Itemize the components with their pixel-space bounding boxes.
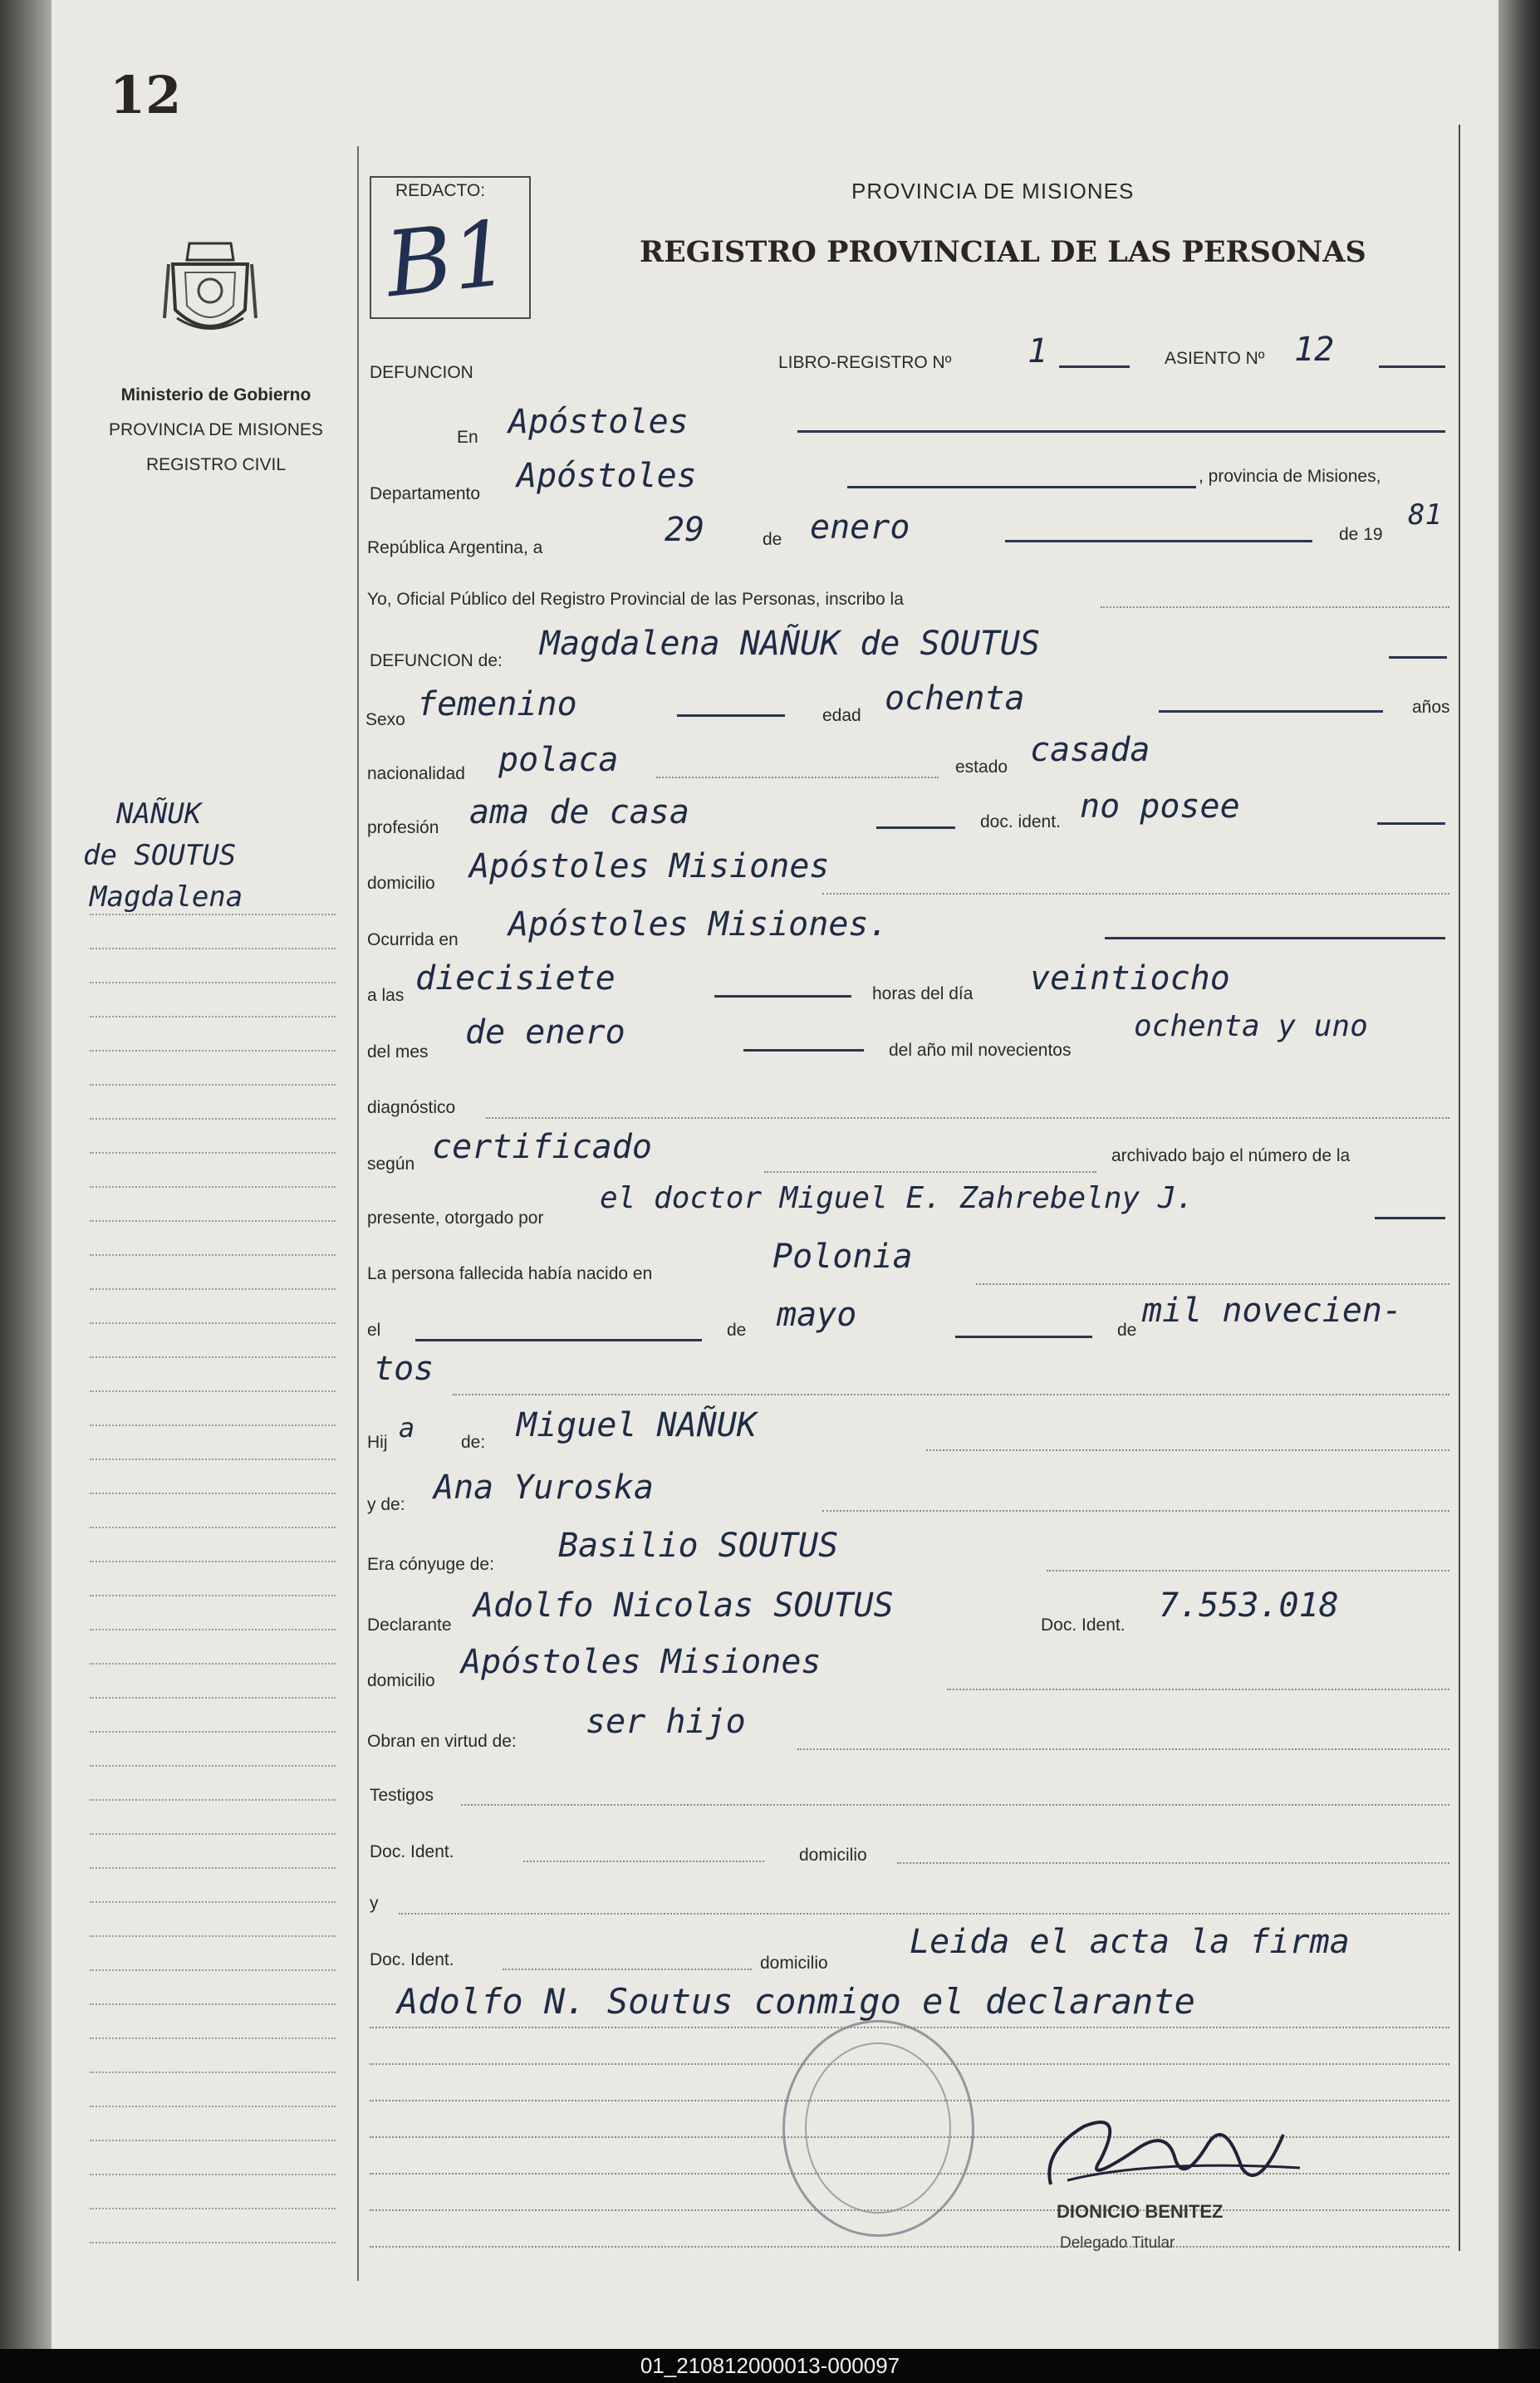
horas-label: horas del día — [872, 984, 974, 1003]
nac-mes-value: mayo — [777, 1296, 857, 1334]
nacido-value: Polonia — [772, 1238, 913, 1276]
obran-dots — [797, 1748, 1449, 1750]
right-border — [1459, 125, 1460, 2251]
madre-value: Ana Yuroska — [434, 1469, 654, 1507]
registry-seal — [782, 2020, 974, 2237]
margin-rule — [90, 2208, 336, 2209]
conyuge-value: Basilio SOUTUS — [558, 1527, 839, 1565]
segun-value: certificado — [432, 1128, 652, 1166]
yo-label: Yo, Oficial Público del Registro Provincial de las Personas, inscribo la — [367, 590, 904, 609]
testigos-label: Testigos — [370, 1786, 434, 1805]
docident1-dots — [523, 1861, 764, 1862]
conyuge-dots — [1047, 1570, 1449, 1572]
presente-dash — [1375, 1217, 1445, 1219]
margin-rule — [90, 1322, 336, 1324]
declarante-value: Adolfo Nicolas SOUTUS — [473, 1586, 894, 1625]
issuer-office: REGISTRO CIVIL — [145, 455, 287, 474]
seal-inner-ring — [805, 2042, 951, 2214]
el-dash — [415, 1339, 702, 1341]
yde-label: y de: — [367, 1495, 405, 1514]
edad-label: edad — [822, 706, 861, 725]
nacido-label: La persona fallecida había nacido en — [367, 1264, 653, 1283]
declarante-label: Declarante — [367, 1616, 452, 1635]
ocurrida-value: Apóstoles Misiones. — [508, 905, 889, 944]
issuer-province: PROVINCIA DE MISIONES — [109, 420, 323, 439]
padre-dots — [926, 1449, 1449, 1451]
ocurrida-dash — [1105, 937, 1445, 939]
hijo-label: Hij — [367, 1433, 388, 1452]
horas-value: diecisiete — [415, 959, 616, 998]
libro-value: 1 — [1027, 332, 1048, 370]
departamento-value: Apóstoles — [517, 457, 697, 495]
nac-mes-dash — [955, 1336, 1092, 1338]
doc-label: doc. ident. — [980, 812, 1061, 831]
declarante-doc-value: 7.553.018 — [1159, 1586, 1339, 1625]
en-value: Apóstoles — [508, 403, 689, 441]
act-type: DEFUNCION — [370, 363, 473, 382]
sexo-dash — [677, 714, 785, 717]
edad-value: ochenta — [885, 679, 1025, 718]
signatory-name: DIONICIO BENITEZ — [1057, 2201, 1224, 2222]
nacionalidad-label: nacionalidad — [367, 764, 465, 783]
departamento-label: Departamento — [370, 484, 481, 503]
margin-rule — [90, 1799, 336, 1801]
margin-given-name: Magdalena — [90, 880, 243, 914]
delmes-dash — [743, 1049, 864, 1052]
margin-rule — [90, 1288, 336, 1290]
header-province: PROVINCIA DE MISIONES — [851, 179, 1135, 203]
margin-rule — [90, 1084, 336, 1086]
margin-rule — [90, 1050, 336, 1052]
month-dash — [1005, 540, 1312, 542]
republica-label: República Argentina, a — [367, 538, 543, 557]
de3-label: de — [727, 1321, 747, 1340]
redacto-value: B1 — [380, 201, 515, 318]
page-edge — [1498, 0, 1540, 2349]
padre-value: Miguel NAÑUK — [517, 1406, 757, 1444]
page-number: 12 — [110, 65, 182, 125]
signatory-title: Delegado Titular — [1060, 2234, 1175, 2252]
leida-value: Leida el acta la firma — [910, 1923, 1350, 1961]
margin-rule — [90, 1186, 336, 1188]
asiento-value: 12 — [1294, 331, 1335, 369]
cont-dots — [453, 1394, 1449, 1395]
margin-rule — [90, 1697, 336, 1699]
margin-rule — [90, 2174, 336, 2175]
domicilio-label: domicilio — [367, 874, 435, 893]
dia-fallec-value: veintiocho — [1030, 959, 1230, 998]
doc-value: no posee — [1080, 787, 1240, 826]
testigos-dots — [461, 1804, 1449, 1806]
margin-rule — [90, 1118, 336, 1120]
diagnostico-label: diagnóstico — [367, 1098, 456, 1117]
margin-rule — [90, 982, 336, 983]
death-day: 29 — [665, 511, 705, 549]
horas-dash — [714, 995, 851, 998]
sexo-value: femenino — [417, 685, 577, 723]
presente-label: presente, otorgado por — [367, 1209, 544, 1228]
profesion-dash — [876, 826, 955, 829]
header-registry: REGISTRO PROVINCIAL DE LAS PERSONAS — [640, 235, 1366, 269]
nacionalidad-dots — [656, 777, 939, 778]
el-label: el — [367, 1321, 381, 1340]
margin-rule — [90, 1493, 336, 1494]
domicilio4-label: domicilio — [760, 1954, 828, 1973]
margin-rule — [90, 2072, 336, 2073]
libro-label: LIBRO-REGISTRO Nº — [778, 353, 952, 372]
margin-rule — [90, 1561, 336, 1562]
margin-rule — [90, 1220, 336, 1222]
sexo-label: Sexo — [365, 710, 405, 729]
delanio-value: ochenta y uno — [1134, 1009, 1368, 1043]
hijo-suffix: a — [399, 1412, 415, 1444]
margin-rule — [90, 1152, 336, 1154]
hijo-de-label: de: — [461, 1433, 486, 1452]
margin-rule — [90, 1731, 336, 1733]
margin-rule — [90, 1629, 336, 1630]
margin-rule — [90, 914, 336, 915]
nacionalidad-value: polaca — [498, 741, 619, 779]
asiento-dash — [1379, 365, 1445, 368]
profesion-value: ama de casa — [469, 793, 689, 831]
domicilio2-value: Apóstoles Misiones — [461, 1643, 821, 1681]
segun-dots — [764, 1171, 1096, 1173]
obran-label: Obran en virtud de: — [367, 1732, 517, 1751]
segun-label: según — [367, 1155, 415, 1174]
margin-rule — [90, 1867, 336, 1869]
profesion-label: profesión — [367, 818, 439, 837]
departamento-dash — [847, 486, 1196, 488]
nac-anio-value: mil novecien- — [1142, 1292, 1403, 1330]
body-rule — [370, 2246, 1449, 2248]
margin-rule — [90, 2140, 336, 2141]
margin-surname: NAÑUK — [116, 797, 202, 831]
ocurrida-label: Ocurrida en — [367, 930, 459, 949]
presente-value: el doctor Miguel E. Zahrebelny J. — [600, 1181, 1194, 1215]
deceased-name: Magdalena NAÑUK de SOUTUS — [540, 625, 1041, 663]
margin-rule — [90, 2037, 336, 2039]
margin-rule — [90, 1016, 336, 1017]
official-signature — [1034, 2101, 1333, 2201]
margin-rule — [90, 1663, 336, 1665]
anos-label: años — [1412, 698, 1450, 717]
diagnostico-dots — [486, 1117, 1449, 1119]
margin-rule — [90, 1901, 336, 1903]
issuer-block — [75, 378, 357, 483]
margin-rule — [90, 2106, 336, 2107]
declarante-doc-label: Doc. Ident. — [1041, 1616, 1126, 1635]
asiento-label: ASIENTO Nº — [1165, 349, 1265, 368]
margin-rule — [90, 2242, 336, 2243]
en-label: En — [457, 428, 478, 447]
redacto-label: REDACTO: — [392, 181, 488, 201]
margin-rule — [90, 1356, 336, 1358]
alas-label: a las — [367, 986, 405, 1005]
de2-label: de 19 — [1339, 525, 1383, 544]
libro-dash — [1059, 365, 1130, 368]
nacido-dots — [976, 1283, 1449, 1285]
estado-label: estado — [955, 758, 1008, 777]
yo-dots — [1101, 606, 1449, 608]
margin-married-name: de SOUTUS — [83, 839, 237, 872]
domicilio2-dots — [947, 1689, 1449, 1690]
domicilio-dots — [822, 893, 1449, 895]
margin-divider — [357, 146, 359, 2281]
edad-dash — [1159, 710, 1383, 713]
de1-label: de — [763, 530, 782, 549]
margin-rule — [90, 1833, 336, 1835]
domicilio3-label: domicilio — [799, 1846, 867, 1865]
docident1-label: Doc. Ident. — [370, 1842, 454, 1861]
archivado-label: archivado bajo el número de la — [1111, 1146, 1351, 1165]
provincia-suffix: , provincia de Misiones, — [1199, 467, 1381, 486]
margin-rule — [90, 1424, 336, 1426]
nac-anio-cont: tos — [374, 1350, 434, 1388]
margin-rule — [90, 1459, 336, 1460]
book-binding — [0, 0, 58, 2349]
provincial-crest — [152, 239, 268, 347]
margin-rule — [90, 1527, 336, 1528]
death-month: enero — [810, 508, 910, 547]
defuncion-label: DEFUNCION de: — [370, 651, 503, 670]
en-dash — [797, 430, 1445, 433]
obran-value: ser hijo — [586, 1703, 746, 1741]
de4-label: de — [1117, 1321, 1137, 1340]
madre-dots — [822, 1510, 1449, 1512]
y-label: y — [370, 1894, 379, 1913]
doc-dash — [1377, 822, 1445, 825]
domicilio2-label: domicilio — [367, 1671, 435, 1690]
delmes-value: de enero — [465, 1013, 625, 1052]
deceased-dash — [1389, 656, 1447, 659]
closing-value: Adolfo N. Soutus conmigo el declarante — [397, 1981, 1195, 2022]
domicilio-value: Apóstoles Misiones — [469, 847, 830, 885]
margin-rule — [90, 1765, 336, 1767]
death-year: 81 — [1408, 498, 1442, 532]
conyuge-label: Era cónyuge de: — [367, 1555, 494, 1574]
docident2-dots — [503, 1969, 752, 1970]
issuer-ministry: Ministerio de Gobierno — [120, 385, 311, 405]
margin-rule — [90, 1595, 336, 1596]
y-dots — [399, 1913, 1449, 1915]
margin-rule — [90, 948, 336, 949]
margin-rule — [90, 1935, 336, 1937]
margin-rule — [90, 1390, 336, 1392]
docident2-label: Doc. Ident. — [370, 1950, 454, 1969]
margin-rule — [90, 2003, 336, 2005]
domicilio3-dots — [897, 1862, 1449, 1864]
file-caption: 01_210812000013-000097 — [0, 2349, 1540, 2383]
margin-rule — [90, 1969, 336, 1971]
margin-rule — [90, 1254, 336, 1256]
delmes-label: del mes — [367, 1042, 429, 1062]
estado-value: casada — [1030, 731, 1150, 769]
delanio-label: del año mil novecientos — [889, 1041, 1072, 1060]
